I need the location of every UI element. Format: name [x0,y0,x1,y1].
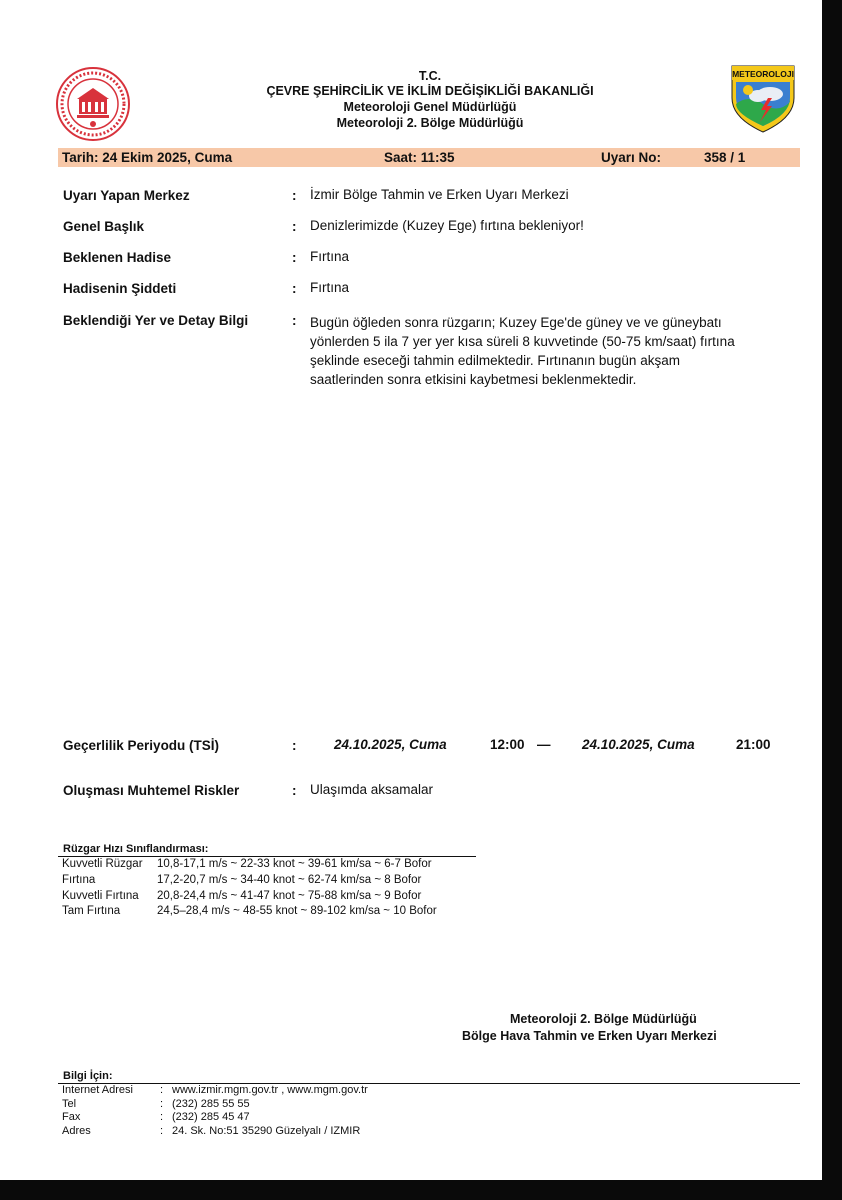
contact-divider [58,1083,800,1084]
warning-number-label: Uyarı No: [601,150,662,165]
field-label-event: Beklenen Hadise [63,250,172,265]
field-value-title: Denizlerimizde (Kuzey Ege) fırtına bekleniyor! [310,218,584,233]
frame-border-bottom [0,1180,842,1200]
ministry-seal-logo [55,66,131,142]
field-colon: : [292,281,297,296]
signature-center: Bölge Hava Tahmin ve Erken Uyarı Merkezi [462,1029,717,1043]
contact-colon: : [160,1125,164,1137]
field-value-severity: Fırtına [310,280,350,295]
risks-label: Oluşması Muhtemel Riskler [63,783,240,798]
meteoroloji-logo [728,64,798,134]
field-colon: : [292,313,297,328]
wind-row-name: Tam Fırtına [62,905,121,917]
warning-number: 358 / 1 [704,150,746,165]
field-colon: : [292,250,297,265]
field-label-center: Uyarı Yapan Merkez [63,188,190,203]
contact-label-fax: Fax [62,1111,81,1123]
header-general-directorate: Meteoroloji Genel Müdürlüğü [343,100,517,114]
warning-date: Tarih: 24 Ekim 2025, Cuma [62,150,233,165]
meteoroloji-logo-text: METEOROLOJI [732,69,794,79]
validity-end-time: 21:00 [736,737,771,752]
field-value-center: İzmir Bölge Tahmin ve Erken Uyarı Merkezi [310,187,569,202]
field-label-title: Genel Başlık [63,219,145,234]
contact-label-tel: Tel [62,1098,77,1110]
header-ministry: ÇEVRE ŞEHİRCİLİK VE İKLİM DEĞİŞİKLİĞİ BAKANLIĞI [266,84,594,98]
contact-label-web: Internet Adresi [62,1084,133,1096]
validity-dash: — [537,737,551,752]
header-regional-directorate: Meteoroloji 2. Bölge Müdürlüğü [336,116,524,130]
contact-address-value: 24. Sk. No:51 35290 Güzelyalı / IZMIR [172,1125,361,1137]
contact-colon: : [160,1098,164,1110]
risks-colon: : [292,783,297,798]
validity-end-date: 24.10.2025, Cuma [582,737,695,752]
detail-line: saatlerinden sonra etkisini kaybetmesi beklenmektedir. [310,372,637,387]
field-label-severity: Hadisenin Şiddeti [63,281,177,296]
warning-info-bar [58,148,800,167]
contact-tel-value: (232) 285 55 55 [172,1098,250,1110]
field-value-event: Fırtına [310,249,350,264]
contact-title: Bilgi İçin: [63,1070,113,1082]
validity-label: Geçerlilik Periyodu (TSİ) [63,738,220,753]
wind-table-title: Rüzgar Hızı Sınıflandırması: [63,843,209,855]
validity-start-date: 24.10.2025, Cuma [334,737,447,752]
wind-row-value: 20,8-24,4 m/s ~ 41-47 knot ~ 75-88 km/sa ~ 9 Bofor [157,890,422,902]
contact-label-address: Adres [62,1125,91,1137]
field-colon: : [292,219,297,234]
field-label-detail: Beklendiği Yer ve Detay Bilgi [63,313,249,328]
header-tc: T.C. [418,69,442,83]
contact-web-link[interactable]: www.izmir.mgm.gov.tr , www.mgm.gov.tr [172,1084,368,1096]
detail-line: yönlerden 5 ila 7 yer yer kısa süreli 8 kuvvetinde (50-75 km/saat) fırtına [310,334,735,349]
warning-time: Saat: 11:35 [384,150,455,165]
frame-border-right [822,0,842,1200]
validity-colon: : [292,738,297,753]
contact-colon: : [160,1111,164,1123]
validity-start-time: 12:00 [490,737,525,752]
wind-row-value: 17,2-20,7 m/s ~ 34-40 knot ~ 62-74 km/sa ~ 8 Bofor [157,874,422,886]
detail-line: Bugün öğleden sonra rüzgarın; Kuzey Ege'de güney ve ve güneybatı [310,315,722,330]
risks-value: Ulaşımda aksamalar [310,782,434,797]
wind-row-name: Kuvvetli Fırtına [62,890,139,902]
signature-directorate: Meteoroloji 2. Bölge Müdürlüğü [510,1012,697,1026]
contact-colon: : [160,1084,164,1096]
detail-line: şeklinde eseceği tahmin edilmektedir. Fırtınanın bugün akşam [310,353,680,368]
field-colon: : [292,188,297,203]
detail-paragraph [310,313,780,389]
wind-row-name: Kuvvetli Rüzgar [62,858,143,870]
wind-table-divider [58,856,476,857]
wind-row-value: 24,5–28,4 m/s ~ 48-55 knot ~ 89-102 km/sa ~ 10 Bofor [157,905,437,917]
contact-fax-value: (232) 285 45 47 [172,1111,250,1123]
wind-row-name: Fırtına [62,874,96,886]
wind-row-value: 10,8-17,1 m/s ~ 22-33 knot ~ 39-61 km/sa ~ 6-7 Bofor [157,858,432,870]
